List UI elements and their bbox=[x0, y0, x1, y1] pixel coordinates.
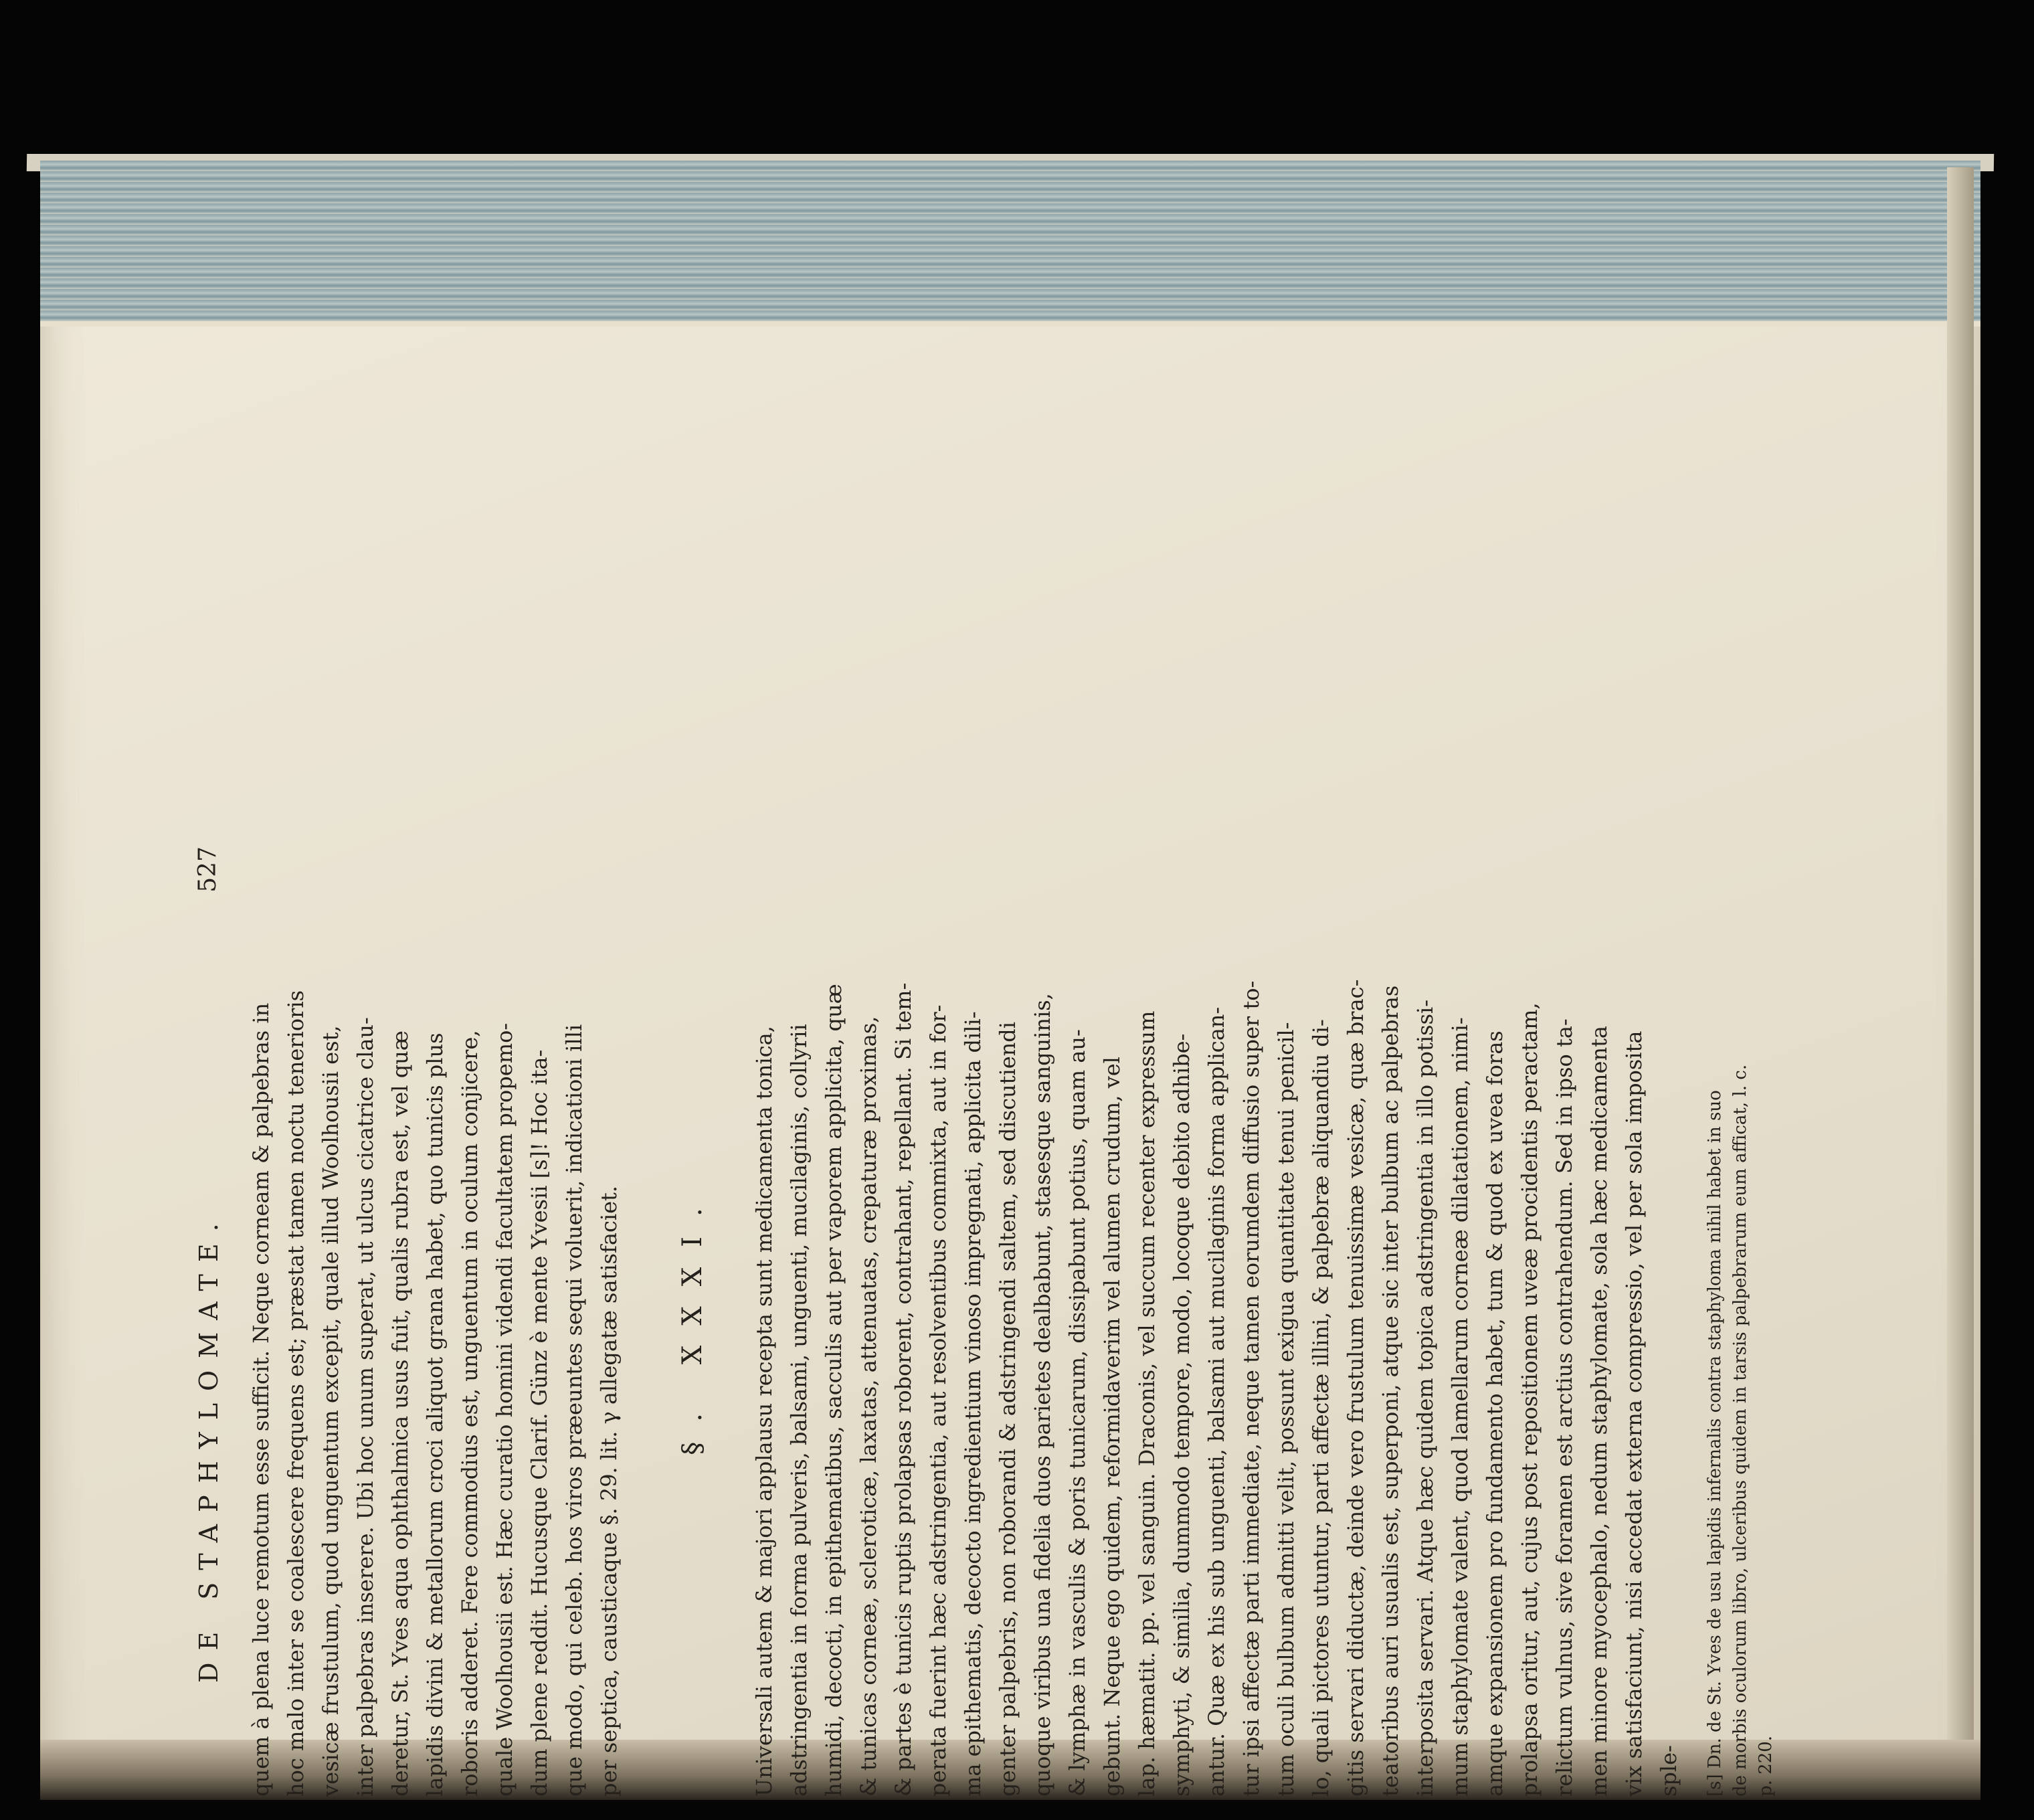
page-header bbox=[194, 846, 226, 1797]
text-line: genter palpebris, non roborandi & adstringendi saltem, sed discutiendi bbox=[995, 1022, 1020, 1797]
text-line: antur. Quæ ex his sub unguenti, balsami aut mucilaginis forma applican- bbox=[1204, 1006, 1229, 1797]
footnote-line: p. 220. bbox=[1756, 1735, 1776, 1797]
running-head: DE STAPHYLOMATE. bbox=[194, 1211, 223, 1683]
page-text-block bbox=[194, 846, 1776, 1797]
text-line: perata fuerint hæc adstringentia, aut resolventibus commixta, aut in for- bbox=[925, 1004, 951, 1797]
text-line: lapidis divini & metallorum croci aliquot grana habet, quo tunicis plus bbox=[422, 1032, 448, 1797]
text-line: prolapsa oritur, aut, cujus post repositionem uveæ procidentis peractam, bbox=[1517, 1002, 1542, 1797]
footnote-line: [s] Dn. de St. Yves de usu lapidis infernalis contra staphyloma nihil habet in suo bbox=[1705, 1090, 1725, 1797]
text-line: per septica, causticaque §. 29. lit. γ allegatæ satisfaciet. bbox=[596, 1185, 622, 1797]
text-line: Universali autem & majori applausu recepta sunt medicamenta tonica, bbox=[751, 1026, 777, 1797]
text-line: relictum vulnus, sive foramen est arctius contrahendum. Sed in ipso ta- bbox=[1552, 1018, 1577, 1797]
text-line: quem à plena luce remotum esse sufficit. Neque corneam & palpebras in bbox=[248, 1002, 274, 1797]
page-edges bbox=[40, 161, 1980, 327]
text-line: roboris adderet. Fere commodius est, unguentum in oculum conjicere, bbox=[457, 1030, 482, 1797]
text-line: gitis servari diductæ, deinde vero frustulum tenuissimæ vesicæ, quæ brac- bbox=[1343, 979, 1368, 1797]
text-line: vix satisfaciunt, nisi accedat externa compressio, vel per sola imposita bbox=[1621, 1030, 1647, 1797]
text-line: adstringentia in forma pulveris, balsami, unguenti, mucilaginis, collyrii bbox=[786, 1024, 812, 1797]
text-line: ma epithematis, decocto ingredientium vinoso impregnati, applicita dili- bbox=[960, 1011, 986, 1797]
text-line: & tunicas corneæ, scleroticæ, laxatas, attenuatas, crepaturæ proximas, bbox=[856, 1016, 881, 1797]
text-line: amque expansionem pro fundamento habet, tum & quod ex uvea foras bbox=[1482, 1030, 1507, 1797]
text-line: inter palpebras inserere. Ubi hoc unum superat, ut ulcus cicatrice clau- bbox=[353, 1017, 378, 1797]
text-line: mum staphylomate valent, quod lamellarum corneæ dilatationem, nimi- bbox=[1447, 1017, 1473, 1797]
text-line: deretur, St. Yves aqua ophthalmica usus fuit, qualis rubra est, vel quæ bbox=[387, 1030, 413, 1797]
text-line: gebunt. Neque ego quidem, reformidaverim vel alumen crudum, vel bbox=[1099, 1057, 1125, 1797]
text-line: humidi, decocti, in epithematibus, sacculis aut per vaporem applicita, quæ bbox=[821, 984, 846, 1797]
text-line: quoque viribus una fidelia duos parietes dealbabunt, stasesque sanguinis, bbox=[1030, 993, 1055, 1797]
text-line: men minore myocephalo, nedum staphylomate, sola hæc medicamenta bbox=[1586, 1025, 1612, 1797]
text-line: teatoribus auri usualis est, superponi, atque sic inter bulbum ac palpebras bbox=[1378, 985, 1403, 1797]
text-line: & lymphæ in vasculis & poris tunicarum, dissipabunt potius, quam au- bbox=[1065, 1029, 1090, 1797]
text-line: vesicæ frustulum, quod unguentum excepit, quale illud Woolhousii est, bbox=[318, 1025, 343, 1797]
text-line: interposita servari. Atque hæc quidem topica adstringentia in illo potissi- bbox=[1412, 999, 1438, 1797]
text-line: tur ipsi affectæ parti immediate, neque tamen eorumdem diffusio super to- bbox=[1238, 980, 1264, 1797]
text-line: tum oculi bulbum admitti velit, possunt exigua quantitate tenui penicil- bbox=[1273, 1022, 1299, 1797]
text-line: hoc malo inter se coalescere frequens est; præstat tamen noctu tenerioris bbox=[283, 990, 308, 1797]
text-line: symphyti, & similia, dummodo tempore, modo, locoque debito adhibe- bbox=[1169, 1033, 1194, 1797]
text-line: que modo, qui celeb. hos viros præeuntes sequi voluerit, indicationi illi bbox=[561, 1024, 587, 1797]
page-fore-edge bbox=[1947, 167, 1974, 1787]
section-heading: §. XXXI. bbox=[677, 1188, 708, 1455]
text-line: sple- bbox=[1656, 1745, 1681, 1797]
text-line: lap. hæmatit. pp. vel sanguin. Draconis, vel succum recenter expressum bbox=[1134, 1010, 1160, 1797]
text-line: & partes è tunicis ruptis prolapsas roborent, contrahant, repellant. Si tem- bbox=[891, 982, 916, 1797]
page-number: 527 bbox=[194, 846, 221, 893]
text-line: dum plene reddit. Hucusque Clarif. Günz è mente Yvesii [s]! Hoc ita- bbox=[527, 1049, 552, 1797]
text-line: lo, quali pictores utuntur, parti affectæ illini, & palpebræ aliquandiu di- bbox=[1308, 1019, 1333, 1797]
footnote-line: de morbis oculorum libro, ulceribus quidem in tarsis palpebrarum eum afficat, l. c. bbox=[1730, 1064, 1750, 1797]
text-line: quale Woolhousii est. Hæc curatio homini videndi facultatem propemo- bbox=[492, 1022, 517, 1797]
